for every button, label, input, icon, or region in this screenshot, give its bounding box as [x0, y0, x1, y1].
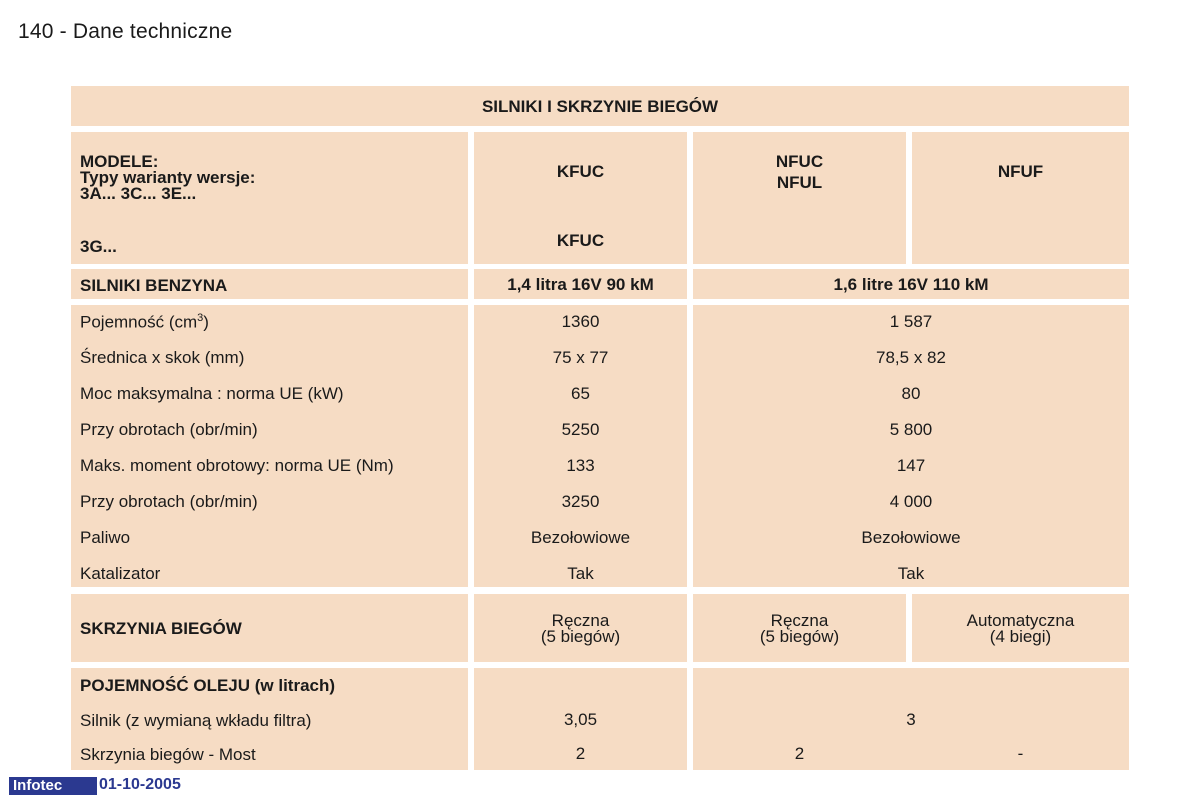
spec-value-14: 65 [571, 384, 590, 403]
specs-label-cell [71, 305, 468, 587]
spec-value-14: 133 [566, 456, 595, 475]
gearbox-label: SKRZYNIA BIEGÓW [80, 619, 242, 638]
spec-value-16: 5 800 [889, 420, 933, 439]
spec-label-suffix: ) [203, 312, 209, 332]
page-header: 140 - Dane techniczne [18, 20, 233, 43]
spec-label: Maks. moment obrotowy: norma UE (Nm) [80, 456, 394, 475]
oil-col2-cell [693, 668, 1129, 770]
model-nfuf: NFUF [997, 162, 1044, 181]
gearbox-label-cell [71, 594, 468, 662]
specs-col2-cell [693, 305, 1129, 587]
spec-value-16: 147 [896, 456, 926, 475]
gearbox-manual-1-detail: (5 biegów) [540, 627, 621, 646]
oil-col1-cell [474, 668, 687, 770]
spec-value-16: 78,5 x 82 [876, 348, 946, 367]
model-kfuc-top: KFUC [556, 162, 605, 181]
models-label-1: MODELE: [80, 152, 159, 171]
oil-engine-label: Silnik (z wymianą wkładu filtra) [80, 711, 312, 730]
model-nful: NFUL [776, 173, 823, 192]
model-nfuc: NFUC [775, 152, 824, 171]
spec-value-16: 80 [901, 384, 921, 403]
spec-value-14: 1360 [561, 312, 600, 331]
models-col3-cell [912, 132, 1129, 264]
engine-14: 1,4 litra 16V 90 kM [507, 275, 654, 294]
specs-col1-cell [474, 305, 687, 587]
engines-col1-cell [474, 269, 687, 299]
spec-value-14: 5250 [561, 420, 600, 439]
gearbox-manual-2: Ręczna [770, 611, 829, 630]
gearbox-col2-cell [693, 594, 906, 662]
spec-value-16: Bezołowiowe [861, 528, 961, 547]
gearbox-automatic: Automatyczna [966, 611, 1075, 630]
models-label-2: Typy warianty wersje: [80, 168, 256, 187]
infotec-logo: Infotec [9, 777, 97, 795]
models-label-cell [71, 132, 468, 264]
spec-value-14: 75 x 77 [552, 348, 609, 367]
spec-label: Przy obrotach (obr/min) [80, 420, 258, 439]
spec-value-16: Tak [897, 564, 925, 583]
model-kfuc-bottom: KFUC [556, 231, 605, 250]
spec-label: Przy obrotach (obr/min) [80, 492, 258, 511]
spec-label: Paliwo [80, 528, 131, 547]
spec-value-16: 4 000 [889, 492, 933, 511]
engines-label-cell [71, 269, 468, 299]
oil-label: POJEMNOŚĆ OLEJU (w litrach) [80, 676, 336, 695]
spec-value-14: 3250 [561, 492, 600, 511]
oil-gearbox-value-14: 2 [575, 744, 586, 763]
models-col1-cell [474, 132, 687, 264]
spec-label-sup: 3 [197, 312, 204, 324]
models-col2-cell [693, 132, 906, 264]
spec-value-16: 1 587 [889, 312, 933, 331]
oil-engine-value-14: 3,05 [563, 710, 598, 729]
gearbox-col1-cell [474, 594, 687, 662]
engines-col2-cell [693, 269, 1129, 299]
table-title: SILNIKI I SKRZYNIE BIEGÓW [481, 97, 719, 116]
footer-date: 01-10-2005 [99, 776, 181, 793]
oil-engine-value-16: 3 [906, 710, 916, 729]
gearbox-manual-2-detail: (5 biegów) [759, 627, 840, 646]
spec-label: Moc maksymalna : norma UE (kW) [80, 384, 344, 403]
oil-gearbox-label: Skrzynia biegów - Most [80, 745, 256, 764]
oil-gearbox-value-manual: 2 [794, 744, 805, 763]
engine-16: 1,6 litre 16V 110 kM [833, 275, 989, 294]
spec-label [80, 312, 209, 333]
oil-label-cell [71, 668, 468, 770]
models-label-4: 3G... [80, 237, 117, 256]
spec-value-14: Tak [567, 564, 594, 583]
spec-label-text: Pojemność (cm [80, 312, 198, 332]
table-title-cell [71, 86, 1129, 126]
models-label-3: 3A... 3C... 3E... [80, 184, 197, 203]
oil-gearbox-value-auto: - [1017, 744, 1024, 763]
spec-label: Katalizator [80, 564, 161, 583]
gearbox-col3-cell [912, 594, 1129, 662]
spec-value-14: Bezołowiowe [530, 528, 631, 547]
spec-label: Średnica x skok (mm) [80, 348, 245, 367]
engines-label: SILNIKI BENZYNA [80, 276, 228, 295]
gearbox-manual-1: Ręczna [551, 611, 610, 630]
gearbox-automatic-detail: (4 biegi) [989, 627, 1052, 646]
